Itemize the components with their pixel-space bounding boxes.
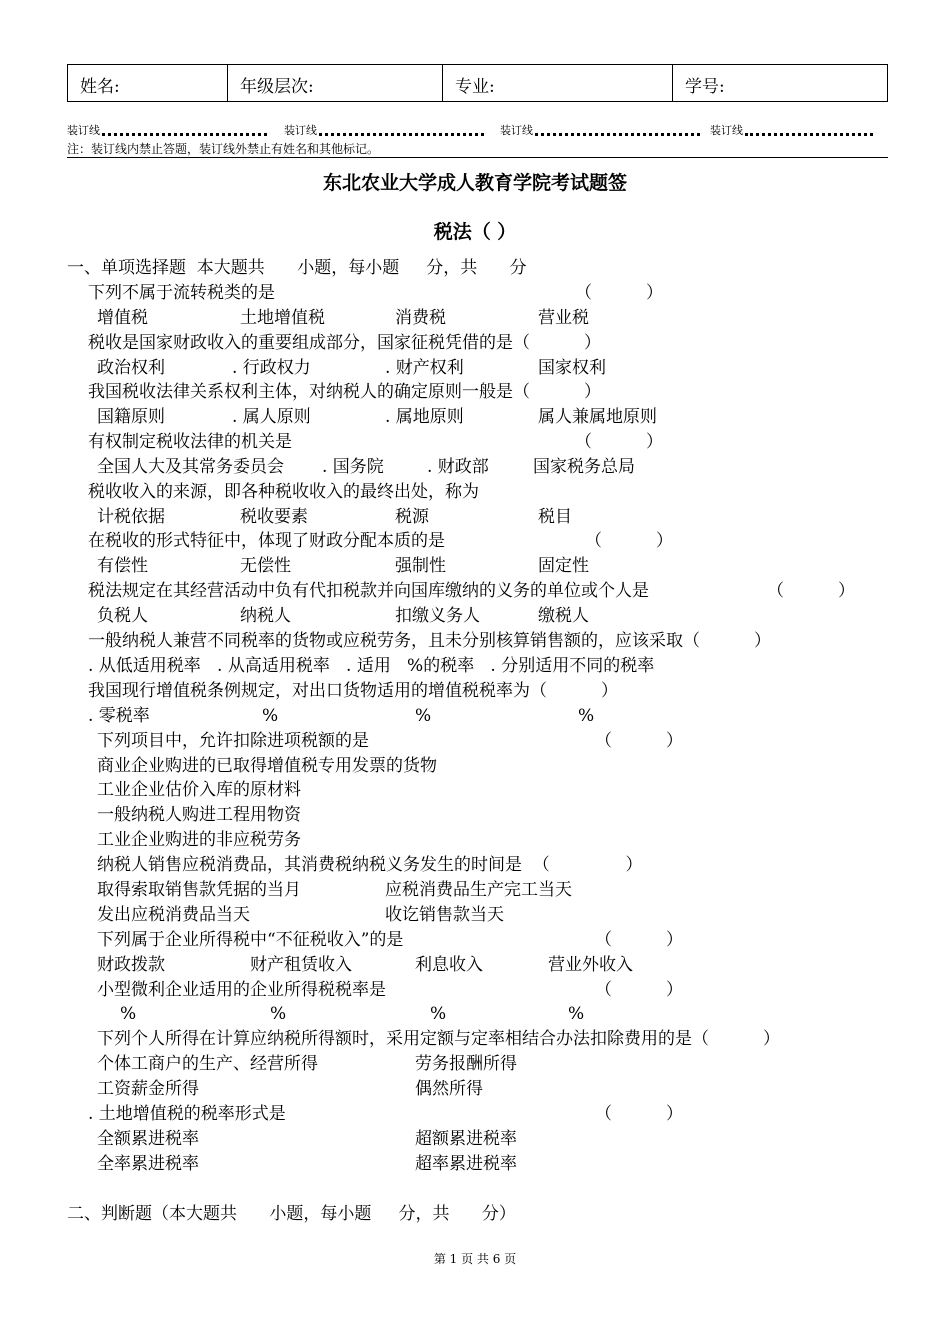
option: 全率累进税率 [97,1154,199,1174]
option: % [120,1004,137,1024]
answer-blank: （ ） [595,1104,684,1124]
header-divider [67,157,888,158]
option: % [430,1004,447,1024]
student-info-table [67,64,888,102]
option: 属人兼属地原则 [538,407,657,427]
question-stem: 税收收入的来源，即各种税收收入的最终出处，称为 [88,482,479,502]
option: 劳务报酬所得 [415,1054,517,1074]
option: 国家权利 [538,358,606,378]
answer-blank: （ ） [595,980,684,1000]
binding-segment: 装订线 [67,122,267,138]
option: 无偿性 [240,556,291,576]
section-heading: 二、判断题（本大题共 小题，每小题 分，共 分） [67,1204,516,1224]
option: 超额累进税率 [415,1129,517,1149]
option: 商业企业购进的已取得增值税专用发票的货物 [97,756,437,776]
major-label: 专业: [455,77,495,97]
option: 税收要素 [240,507,308,527]
exam-title: 东北农业大学成人教育学院考试题签 [322,172,627,194]
option: % [578,706,595,726]
option: 强制性 [395,556,446,576]
option-row: . 从低适用税率 . 从高适用税率 . 适用 %的税率 . 分别适用不同的税率 [88,656,655,676]
option: 国籍原则 [97,407,165,427]
option: 扣缴义务人 [395,606,480,626]
option: 计税依据 [97,507,165,527]
option: 全国人大及其常务委员会 [97,457,284,477]
name-field [68,65,228,101]
option: 纳税人 [240,606,291,626]
option: 国家税务总局 [533,457,635,477]
answer-blank: （ ） [575,283,664,303]
option: . 属地原则 [385,407,464,427]
question-stem: 下列属于企业所得税中“不征税收入”的是 [97,930,404,950]
option: 取得索取销售款凭据的当月 [97,880,301,900]
option: . 国务院 [322,457,384,477]
option: . 属人原则 [232,407,311,427]
option: 一般纳税人购进工程用物资 [97,805,301,825]
question-stem: 在税收的形式特征中，体现了财政分配本质的是 [88,531,445,551]
answer-blank: （ ） [595,731,684,751]
option: 政治权利 [97,358,165,378]
option: 工业企业购进的非应税劳务 [97,830,301,850]
question-stem: . 土地增值税的税率形式是 [88,1104,286,1124]
option: 营业税 [538,308,589,328]
option: 税目 [538,507,572,527]
option: 工业企业估价入库的原材料 [97,780,301,800]
grade-label: 年级层次: [240,77,314,97]
option: % [270,1004,287,1024]
binding-segment: 装订线 [284,122,484,138]
option: 固定性 [538,556,589,576]
answer-blank: （ ） [767,581,856,601]
option: 工资薪金所得 [97,1079,199,1099]
binding-note: 注：装订线内禁止答题，装订线外禁止有姓名和其他标记。 [67,142,380,156]
option: 负税人 [97,606,148,626]
option: 个体工商户的生产、经营所得 [97,1054,318,1074]
section-heading: 一、单项选择题 本大题共 小题，每小题 分，共 分 [67,258,527,278]
option: 消费税 [395,308,446,328]
option: . 零税率 [88,706,150,726]
page-footer: 第 1 页 共 6 页 [433,1252,517,1266]
option: 增值税 [97,308,148,328]
answer-blank: （ ） [595,930,684,950]
answer-blank: （ ） [585,531,674,551]
grade-field [228,65,443,101]
question-stem: 有权制定税收法律的机关是 [88,432,292,452]
option: 偶然所得 [415,1079,483,1099]
question-stem: 我国税收法律关系权利主体，对纳税人的确定原则一般是（ ） [88,382,602,402]
option: 土地增值税 [240,308,325,328]
option: 有偿性 [97,556,148,576]
option: 全额累进税率 [97,1129,199,1149]
question-stem: 税法规定在其经营活动中负有代扣税款并向国库缴纳的义务的单位或个人是 [88,581,649,601]
option: 税源 [395,507,429,527]
student-id-field [673,65,886,101]
question-stem: 我国现行增值税条例规定，对出口货物适用的增值税税率为（ ） [88,681,619,701]
option: 超率累进税率 [415,1154,517,1174]
option: 营业外收入 [548,955,633,975]
question-stem: 纳税人销售应税消费品，其消费税纳税义务发生的时间是 （ ） [97,855,643,875]
option: . 财产权利 [385,358,464,378]
binding-segment: 装订线 [500,122,700,138]
option: . 财政部 [427,457,489,477]
student-id-label: 学号: [685,77,725,97]
option: % [262,706,279,726]
exam-subtitle: 税法（ ） [433,221,517,243]
question-stem: 下列项目中，允许扣除进项税额的是 [97,731,369,751]
question-stem: 一般纳税人兼营不同税率的货物或应税劳务，且未分别核算销售额的，应该采取（ ） [88,631,772,651]
option: 利息收入 [415,955,483,975]
major-field [443,65,673,101]
binding-segment: 装订线 [710,122,873,138]
question-stem: 下列不属于流转税类的是 [88,283,275,303]
name-label: 姓名: [80,77,120,97]
question-stem: 下列个人所得在计算应纳税所得额时，采用定额与定率相结合办法扣除费用的是（ ） [97,1029,781,1049]
option: 应税消费品生产完工当天 [385,880,572,900]
option: 缴税人 [538,606,589,626]
option: 财政拨款 [97,955,165,975]
option: . 行政权力 [232,358,311,378]
option: 财产租赁收入 [250,955,352,975]
option: % [415,706,432,726]
option: % [568,1004,585,1024]
option: 发出应税消费品当天 [97,905,250,925]
answer-blank: （ ） [575,432,664,452]
option: 收讫销售款当天 [385,905,504,925]
question-stem: 小型微利企业适用的企业所得税税率是 [97,980,386,1000]
question-stem: 税收是国家财政收入的重要组成部分，国家征税凭借的是（ ） [88,333,602,353]
